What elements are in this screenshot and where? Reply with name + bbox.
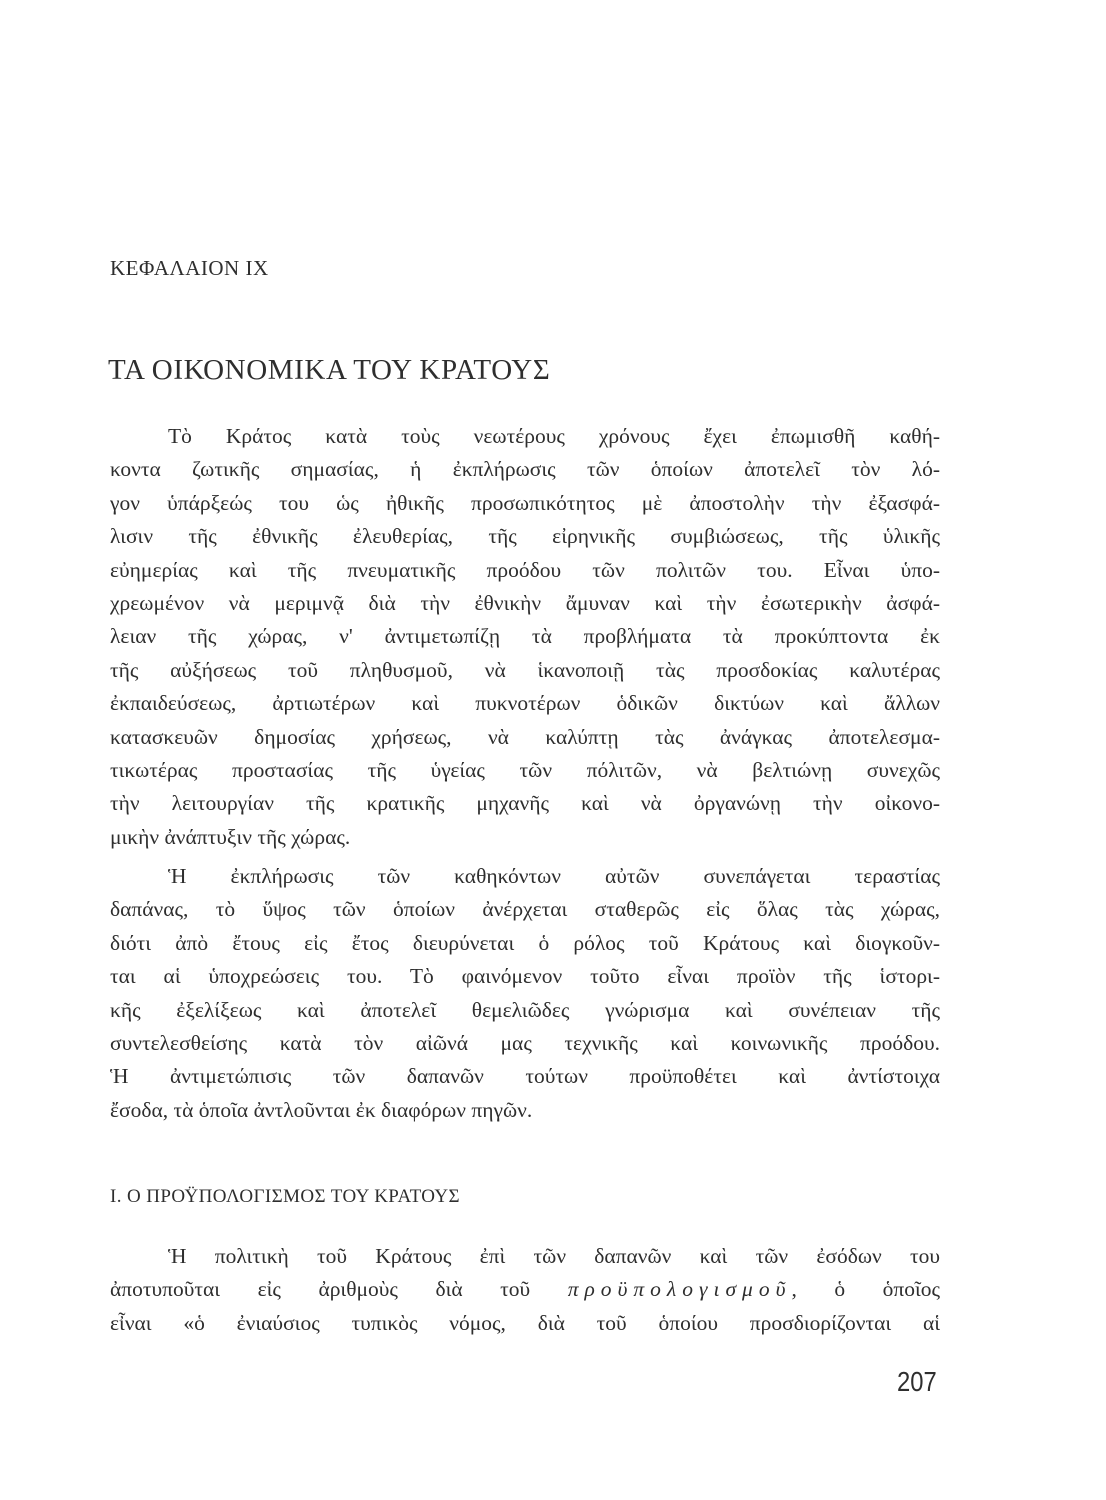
paragraph-2 <box>110 860 940 1127</box>
text-line: κοντα ζωτικῆς σημασίας, ἡ ἐκπλήρωσις τῶν ὁποίων ἀποτελεῖ τὸν λό- <box>110 457 940 482</box>
text-fragment: , ὁ ὁποῖος <box>791 1277 940 1302</box>
text-line: γον ὑπάρξεώς του ὡς ἠθικῆς προσωπικότητος μὲ ἀποστολὴν τὴν ἐξασφά- <box>110 490 940 515</box>
text-line: Ἡ πολιτικὴ τοῦ Κράτους ἐπὶ τῶν δαπανῶν καὶ τῶν ἐσόδων του <box>168 1244 940 1268</box>
text-line: τικωτέρας προστασίας τῆς ὑγείας τῶν πόλιτῶν, νὰ βελτιώνῃ συνεχῶς <box>110 757 940 782</box>
paragraph-1 <box>110 420 940 854</box>
section-paragraph <box>110 1240 940 1340</box>
text-line: λειαν τῆς χώρας, ν' ἀντιμετωπίζῃ τὰ προβλήματα τὰ προκύπτοντα ἐκ <box>110 624 940 649</box>
text-line: εἶναι «ὁ ἐνιαύσιος τυπικὸς νόμος, διὰ τοῦ ὁποίου προσδιορίζονται αἱ <box>110 1310 940 1335</box>
text-line: μικὴν ἀνάπτυξιν τῆς χώρας. <box>110 824 351 849</box>
text-line: διότι ἀπὸ ἔτους εἰς ἔτος διευρύνεται ὁ ρόλος τοῦ Κράτους καὶ διογκοῦν- <box>110 930 940 955</box>
section-heading: Ι. Ο ΠΡΟΫΠΟΛΟΓΙΣΜΟΣ ΤΟΥ ΚΡΑΤΟΥΣ <box>110 1186 461 1207</box>
chapter-title: ΤΑ ΟΙΚΟΝΟΜΙΚΑ ΤΟΥ ΚΡΑΤΟΥΣ <box>108 354 551 386</box>
text-line: Τὸ Κράτος κατὰ τοὺς νεωτέρους χρόνους ἔχει ἐπωμισθῆ καθή- <box>168 424 940 448</box>
chapter-label: ΚΕΦΑΛΑΙΟΝ ΙΧ <box>110 256 269 280</box>
text-fragment: ἀποτυποῦται εἰς ἀριθμοὺς διὰ τοῦ <box>110 1277 531 1302</box>
text-line: τῆς αὐξήσεως τοῦ πληθυσμοῦ, νὰ ἱκανοποιῇ τὰς προσδοκίας καλυτέρας <box>110 657 940 682</box>
text-line: ἔσοδα, τὰ ὁποῖα ἀντλοῦνται ἐκ διαφόρων πηγῶν. <box>110 1097 533 1122</box>
text-line: Ἡ ἀντιμετώπισις τῶν δαπανῶν τούτων προϋποθέτει καὶ ἀντίστοιχα <box>110 1064 940 1089</box>
text-line: εὐημερίας καὶ τῆς πνευματικῆς προόδου τῶν πολιτῶν του. Εἶναι ὑπο- <box>110 557 940 582</box>
text-line: συντελεσθείσης κατὰ τὸν αἰῶνά μας τεχνικῆς καὶ κοινωνικῆς προόδου. <box>110 1030 940 1055</box>
text-line: τὴν λειτουργίαν τῆς κρατικῆς μηχανῆς καὶ νὰ ὀργανώνῃ τὴν οἰκονο- <box>110 791 940 816</box>
text-line: χρεωμένον νὰ μεριμνᾷ διὰ τὴν ἐθνικὴν ἄμυναν καὶ τὴν ἐσωτερικὴν ἀσφά- <box>110 590 940 615</box>
text-line: λισιν τῆς ἐθνικῆς ἐλευθερίας, τῆς εἰρηνικῆς συμβιώσεως, τῆς ὑλικῆς <box>110 524 940 549</box>
text-line: κῆς ἐξελίξεως καὶ ἀποτελεῖ θεμελιῶδες γνώρισμα καὶ συνέπειαν τῆς <box>110 997 940 1022</box>
text-line: ἐκπαιδεύσεως, ἀρτιωτέρων καὶ πυκνοτέρων ὁδικῶν δικτύων καὶ ἄλλων <box>110 691 940 716</box>
text-line <box>110 1273 940 1306</box>
page-number: 207 <box>897 1366 937 1397</box>
text-line: δαπάνας, τὸ ὕψος τῶν ὁποίων ἀνέρχεται σταθερῶς εἰς ὅλας τὰς χώρας, <box>110 897 940 922</box>
text-line: Ἡ ἐκπλήρωσις τῶν καθηκόντων αὐτῶν συνεπάγεται τεραστίας <box>168 864 940 888</box>
emphasized-term: προϋπολογισμοῦ <box>567 1277 792 1302</box>
text-line: κατασκευῶν δημοσίας χρήσεως, νὰ καλύπτῃ τὰς ἀνάγκας ἀποτελεσμα- <box>110 724 940 749</box>
text-line: ται αἱ ὑποχρεώσεις του. Τὸ φαινόμενον τοῦτο εἶναι προϊὸν τῆς ἱστορι- <box>110 964 940 989</box>
